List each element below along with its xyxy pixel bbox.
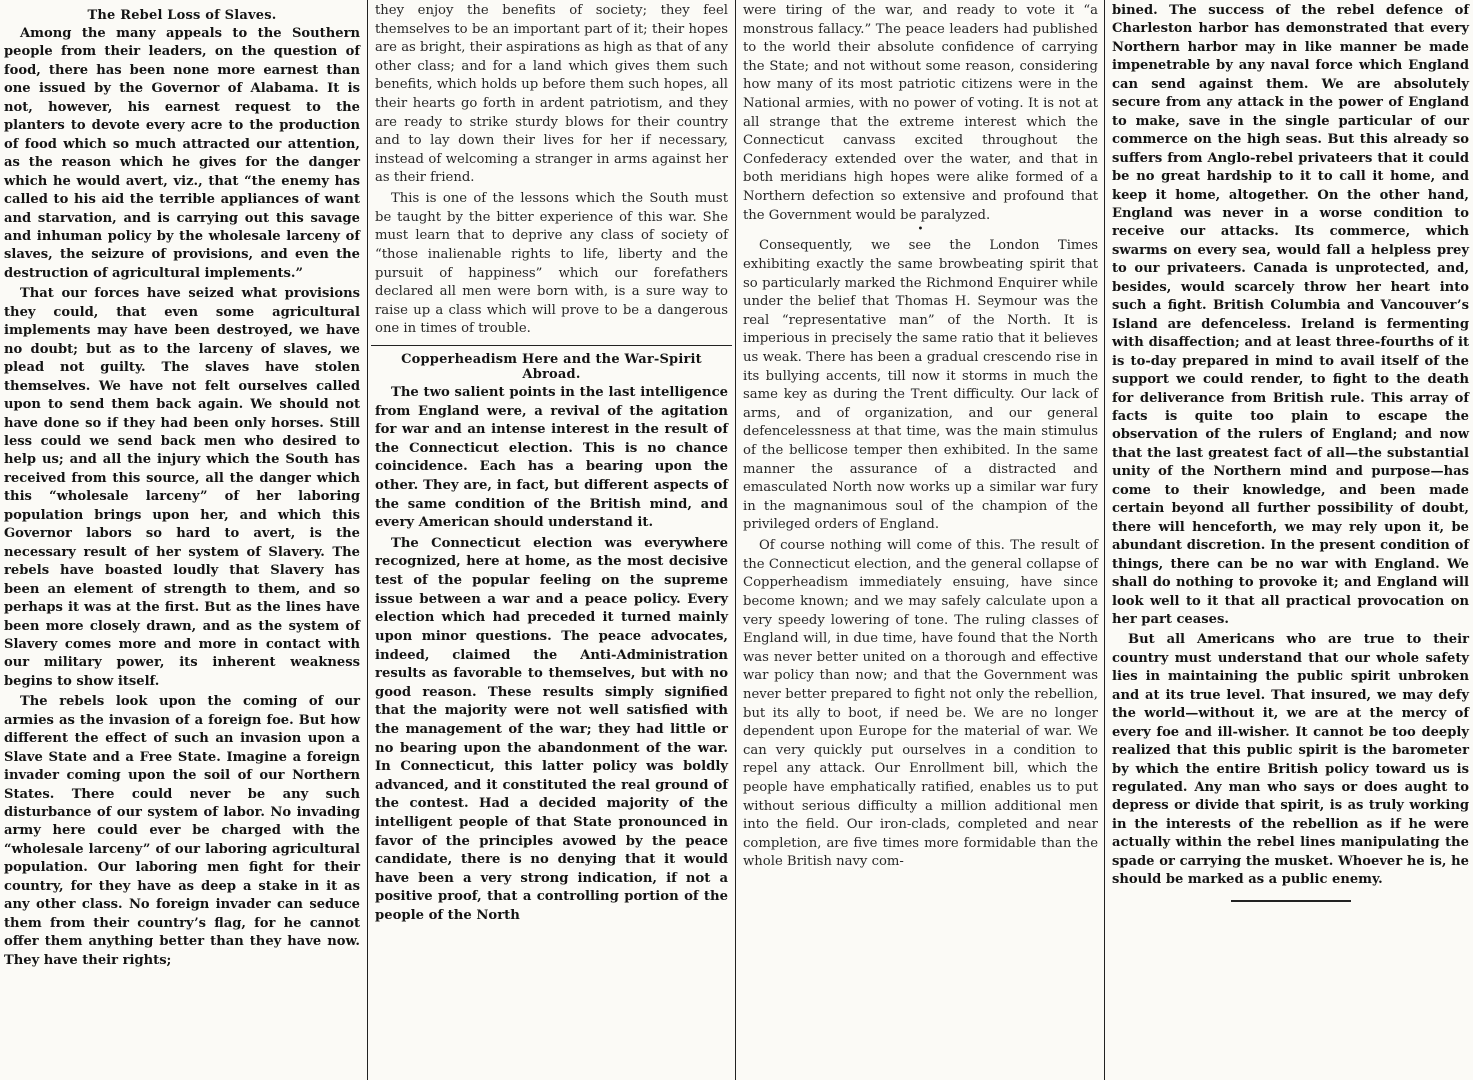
article-paragraph: Among the many appeals to the Southern people from their leaders, on the question of food, there has been none more earnest than one issued by the Governor of Alabama. It is not, however, his earnest request to the planters to devote every acre to the production of food which so much attracted our attention, as the reason which he gives for the danger which he would avert, viz., that “the enemy has called to his aid the terrible appliances of want and starvation, and is carrying out this savage and inhuman policy by the wholesale larceny of slaves, the seizure of provisions, and even the destruction of agricultural implements.” bbox=[4, 26, 360, 281]
article-paragraph: The Connecticut election was everywhere recognized, here at home, as the most decisive test of the popular feeling on the supreme issue between a war and a peace policy. Every election which had preceded it turned mainly upon minor questions. The peace advocates, indeed, claimed the Anti-Administration results as favorable to themselves, but with no good reason. These results simply signified that the majority were not well satisfied with the management of the war; they had little or no bearing upon the abandonment of the war. In Connecticut, this latter policy was boldly advanced, and it constituted the real ground of the contest. Had a decided majority of the intelligent people of that State pronounced in favor of the principles avowed by the peace candidate, there is no denying that it would have been a very strong indication, if not a positive proof, that a controlling portion of the people of the North bbox=[375, 535, 728, 924]
column-4 bbox=[1108, 0, 1473, 1080]
article-headline: Copperheadism Here and the War-Spirit Abroad. bbox=[401, 351, 702, 382]
article-headline: The Rebel Loss of Slaves. bbox=[87, 8, 277, 23]
column-2 bbox=[371, 0, 732, 1080]
column-rule bbox=[1104, 0, 1105, 1080]
column-3 bbox=[739, 0, 1102, 1080]
column-1 bbox=[0, 0, 364, 1080]
end-of-article-rule bbox=[1231, 900, 1351, 902]
article-paragraph: The rebels look upon the coming of our armies as the invasion of a foreign foe. But how different the effect of such an invasion upon a Slave State and a Free State. Imagine a foreign invader coming upon the soil of our Northern States. There could never be any such disturbance of our system of labor. No invading army here could ever be charged with the “wholesale larceny” of our laboring agricultural population. Our laboring men fight for their country, for they have as deep a stake in it as any other class. No foreign invader can seduce them from their country’s flag, for he cannot offer them anything better than they have now. They have their rights; bbox=[4, 694, 360, 968]
article-paragraph: they enjoy the benefits of society; they feel themselves to be an important part of it; their hopes are as bright, their aspirations as high as that of any other class; and for a land which gives them such benefits, which holds up before them such hopes, all their hearts go forth in ardent patriotism, and they are ready to strike sturdy blows for their country and to lay down their lives for her if necessary, instead of welcoming a stranger in arms against her as their friend. bbox=[375, 3, 728, 186]
column-rule bbox=[735, 0, 736, 1080]
article-paragraph: were tiring of the war, and ready to vote it “a monstrous fallacy.” The peace leaders had published to the world their absolute confidence of carrying the State; and not without some reason, considering how many of its most patriotic citizens were in the National armies, with no power of voting. It is not at all strange that the extreme interest which the Connecticut canvass excited throughout the Confederacy extended over the water, and that in both meridians high hopes were alike formed of a Northern defection so extensive and profound that the Government would be paralyzed. bbox=[743, 3, 1098, 223]
article-paragraph: This is one of the lessons which the South must be taught by the bitter experience of this war. She must learn that to deprive any class of society of “those inalienable rights to life, liberty and the pursuit of happiness” which our forefathers declared all men were born with, is a sure way to raise up a class which will prove to be a dangerous one in times of trouble. bbox=[375, 191, 728, 337]
article-paragraph: The two salient points in the last intelligence from England were, a revival of the agitation for war and an intense interest in the result of the Connecticut election. This is no chance coincidence. Each has a bearing upon the other. They are, in fact, but different aspects of the same condition of the British mind, and every American should understand it. bbox=[375, 384, 728, 531]
article-continuation bbox=[375, 2, 728, 339]
column-rule bbox=[367, 0, 368, 1080]
article-paragraph: Of course nothing will come of this. The result of the Connecticut election, and the general collapse of Copperheadism immediately ensuing, have since become known; and we may safely calculate upon a very speedy lowering of tone. The ruling classes of England will, in due time, have found that the North was never better united on a thorough and effective war policy than now; and that the Government was never better prepared to fight not only the rebellion, but its ally to boot, if need be. We are no longer dependent upon Europe for the material of war. We can very quickly put ourselves in a condition to repel any attack. Our Enrollment bill, which the people have emphatically ratified, enables us to put without serious difficulty a million additional men into the field. Our iron-clads, completed and near completion, are five times more formidable than the whole British navy com- bbox=[743, 538, 1098, 870]
article-copperheadism bbox=[375, 352, 728, 926]
article-paragraph: But all Americans who are true to their country must understand that our whole safety lies in maintaining the public spirit unbroken and at its true level. That insured, we may defy the world—without it, we are at the mercy of every foe and ill-wisher. It cannot be too deeply realized that this public spirit is the barometer by which the entire British policy toward us is regulated. Any man who says or does aught to depress or divide that spirit, is as truly working in the interests of the rebellion as if he were actually within the rebel lines manipulating the spade or carrying the musket. Whoever he is, he should be marked as a public enemy. bbox=[1112, 632, 1469, 888]
ornament-dot: • bbox=[917, 224, 924, 236]
article-paragraph: Consequently, we see the London Times exhibiting exactly the same browbeating spirit that so particularly marked the Richmond Enquirer while under the belief that Thomas H. Seymour was the real “representative man” of the North. It is imperious in precisely the same ratio that it believes us weak. There has been a gradual crescendo rise in its bullying accents, till now it storms in much the same key as during the Trent difficulty. Our lack of arms, and of organization, and our general defencelessness at that time, was the main stimulus of the bellicose temper then exhibited. In the same manner the assurance of a distracted and emasculated North now works up a similar war fury in the magnanimous soul of the champion of the privileged orders of England. bbox=[743, 238, 1098, 533]
article-divider bbox=[371, 345, 732, 346]
article-paragraph: That our forces have seized what provisions they could, that even some agricultural implements may have been destroyed, we have no doubt; but as to the larceny of slaves, we plead not guilty. The slaves have stolen themselves. We have not felt ourselves called upon to send them back again. We should not have done so if they had been only horses. Still less could we send back men who desired to help us; and all the injury which the South has received from this source, all the danger which this “wholesale larceny” of her laboring population brings upon her, and which this Governor labors so hard to avert, is the necessary result of her system of Slavery. The rebels have boasted loudly that Slavery has been an element of strength to them, and so perhaps it was at the first. But as the lines have been more closely drawn, and as the system of Slavery comes more and more in contact with our military power, its inherent weakness begins to show itself. bbox=[4, 286, 360, 689]
article-paragraph: bined. The success of the rebel defence of Charleston harbor has demonstrated that every Northern harbor may in like manner be made impenetrable by any naval force which England can send against them. We are absolutely secure from any attack in the power of England to make, save in the single particular of our commerce on the high seas. But this already so suffers from Anglo-rebel privateers that it could be no great hardship to it to call it home, and keep it home, altogether. On the other hand, England was never in a worse condition to receive our attacks. Its commerce, which swarms on every sea, would fall a helpless prey to our privateers. Canada is unprotected, and, besides, would scarcely throw her heart into such a fight. British Columbia and Vancouver’s Island are defenceless. Ireland is fermenting with disaffection; and at least three-fourths of it is to-day prepared in mind to avail itself of the support we could render, to fight to the death for deliverance from British rule. This array of facts is quite too plain to escape the observation of the rulers of England; and now that the last greatest fact of all—the substantial unity of the Northern mind and purpose—has come to their knowledge, and been made certain beyond all further possibility of doubt, there will henceforth, we may rely upon it, be abundant discretion. In the present condition of things, there can be no war with England. We shall do nothing to provoke it; and England will look well to it that all practical provocation on her part ceases. bbox=[1112, 3, 1469, 627]
